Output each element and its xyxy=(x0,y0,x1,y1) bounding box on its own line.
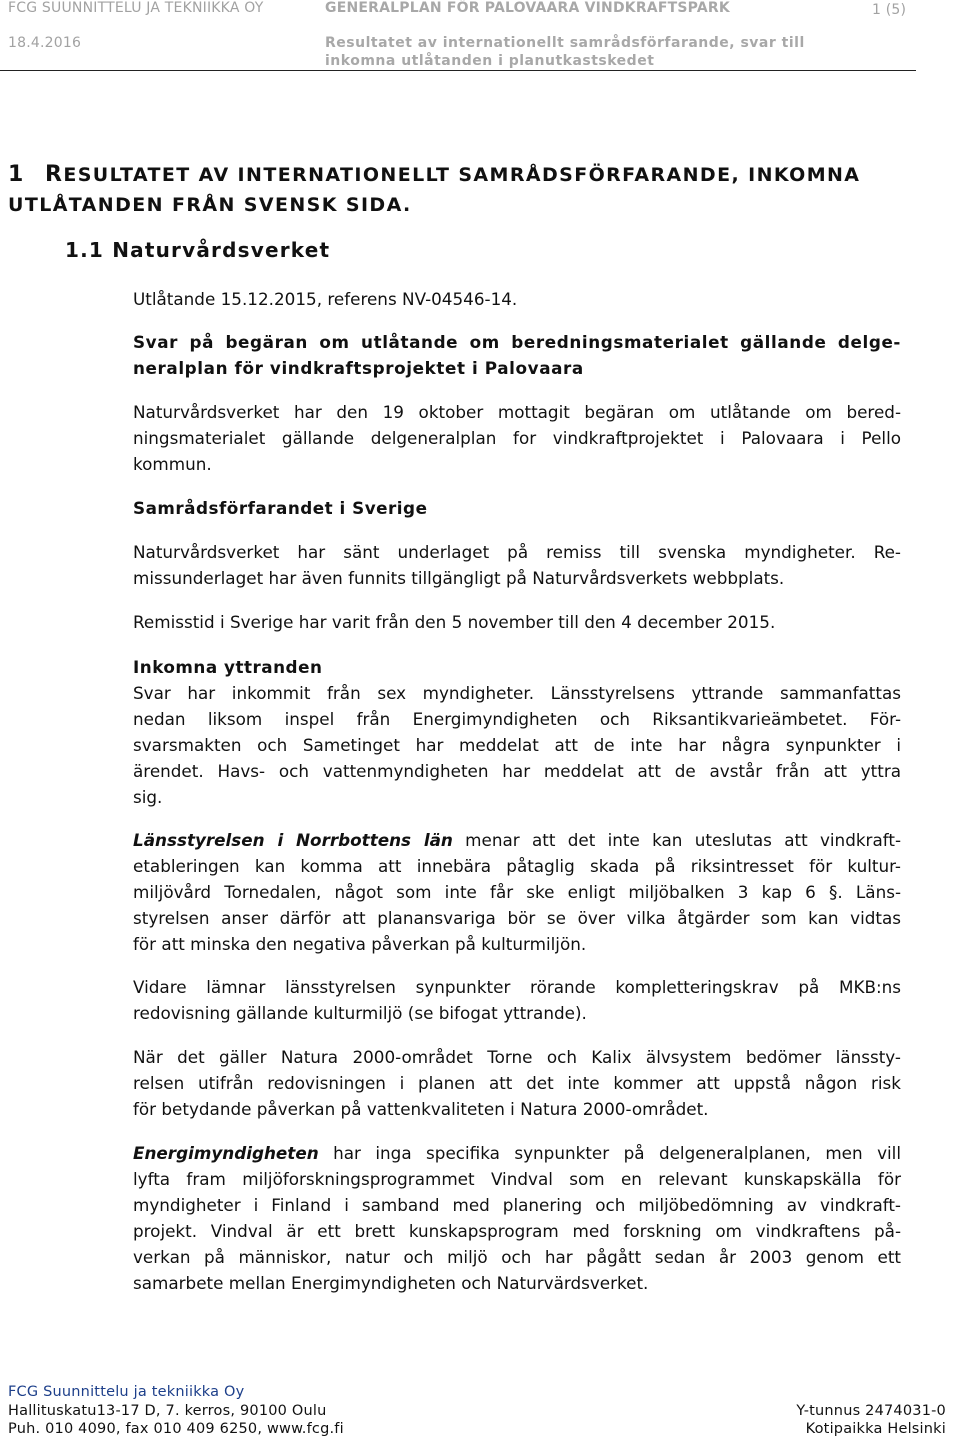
intro-paragraph xyxy=(133,399,901,477)
text-line: lyfta fram miljöforskningsprogrammet Vindval som en relevant kunskapskälla för xyxy=(133,1169,901,1189)
heading-1-first-letter: R xyxy=(45,162,64,187)
text-line: för betydande påverkan på vattenkvaliteten i Natura 2000-området. xyxy=(133,1099,709,1119)
text-run: har inga specifika synpunkter på delgeneralplanen, men vill xyxy=(318,1143,901,1163)
subject-line: Svar på begäran om utlåtande om beredningsmaterialet gällande delge- xyxy=(133,332,901,352)
text-line: myndigheter i Finland i samband med planering och miljöbedömning av vindkraft- xyxy=(133,1195,901,1215)
text-line: miljövård Tornedalen, något som inte får ske enligt miljöbalken 3 kap 6 §. Läns- xyxy=(133,882,901,902)
text-line: Vidare lämnar länsstyrelsen synpunkter rörande kompletteringskrav på MKB:ns xyxy=(133,977,901,997)
natura-paragraph xyxy=(133,1044,901,1122)
section-heading-responses: Inkomna yttranden xyxy=(133,657,323,677)
text-line: Naturvårdsverket har sänt underlaget på remiss till svenska myndigheter. Re- xyxy=(133,542,901,562)
heading-2: 1.1 Naturvårdsverket xyxy=(65,238,331,262)
text-line: redovisning gällande kulturmiljö (se bifogat yttrande). xyxy=(133,1003,587,1023)
header-page-number: 1 (5) xyxy=(872,2,907,18)
text-line xyxy=(133,827,901,853)
text-line: sig. xyxy=(133,787,163,807)
energimyndigheten-paragraph xyxy=(133,1140,901,1296)
text-run: menar att det inte kan uteslutas att vindkraft- xyxy=(452,830,901,850)
header-project-title: GENERALPLAN FÖR PALOVAARA VINDKRAFTSPARK xyxy=(325,0,730,16)
text-line: svarsmakten och Sametinget har meddelat att de inte har några synpunkter i xyxy=(133,735,901,755)
heading-1-line2: UTLÅTANDEN FRÅN SVENSK SIDA. xyxy=(8,194,412,216)
responses-paragraph xyxy=(133,680,901,810)
lansstyrelsen-paragraph xyxy=(133,827,901,957)
header-subtitle-line2: inkomna utlåtanden i planutkastskedet xyxy=(325,53,655,69)
text-line: projekt. Vindval är ett brett kunskapsprogram med forskning om vindkraftens på- xyxy=(133,1221,901,1241)
text-line: När det gäller Natura 2000-området Torne och Kalix älvsystem bedömer länssty- xyxy=(133,1047,901,1067)
text-line: Svar har inkommit från sex myndigheter. Länsstyrelsens yttrande sammanfattas xyxy=(133,683,901,703)
text-line: verkan på människor, natur och miljö och har pågått sedan år 2003 genom ett xyxy=(133,1247,901,1267)
text-line xyxy=(133,1140,901,1166)
text-line: missunderlaget har även funnits tillgängligt på Naturvårdsverkets webbplats. xyxy=(133,568,785,588)
text-line: ningsmaterialet gällande delgeneralplan for vindkraftprojektet i Palovaara i Pello xyxy=(133,428,901,448)
text-line: Naturvårdsverket har den 19 oktober mottagit begäran om utlåtande om bered- xyxy=(133,402,901,422)
footer-domicile: Kotipaikka Helsinki xyxy=(805,1421,946,1437)
heading-1-line1: ESULTATET AV INTERNATIONELLT SAMRÅDSFÖRFARANDE, INKOMNA xyxy=(63,164,861,186)
statement-reference: Utlåtande 15.12.2015, referens NV-04546-14. xyxy=(133,289,518,309)
text-line: för att minska den negativa påverkan på kulturmiljön. xyxy=(133,934,587,954)
text-line: etableringen kan komma att innebära påtaglig skada på riksintresset för kultur- xyxy=(133,856,901,876)
text-line: ärendet. Havs- och vattenmyndigheten har meddelat att de avstår från att yttra xyxy=(133,761,901,781)
heading-1-number: 1 xyxy=(8,162,25,187)
header-rule xyxy=(0,70,916,71)
mkb-paragraph xyxy=(133,974,901,1026)
subject-heading xyxy=(133,329,901,381)
footer-business-id: Y-tunnus 2474031-0 xyxy=(796,1403,946,1419)
sweden-paragraph-1 xyxy=(133,539,901,591)
subject-line: neralplan för vindkraftsprojektet i Palovaara xyxy=(133,358,584,378)
text-line: kommun. xyxy=(133,454,212,474)
header-company: FCG SUUNNITTELU JA TEKNIIKKA OY xyxy=(8,0,264,16)
footer-company: FCG Suunnittelu ja tekniikka Oy xyxy=(8,1384,245,1400)
section-heading-sweden: Samrådsförfarandet i Sverige xyxy=(133,498,428,518)
text-line: relsen utifrån redovisningen i planen att det inte kommer att uppstå någon risk xyxy=(133,1073,901,1093)
header-subtitle-line1: Resultatet av internationellt samrådsförfarande, svar till xyxy=(325,35,805,51)
agency-name-lansstyrelsen: Länsstyrelsen i Norrbottens län xyxy=(133,830,453,850)
text-line: styrelsen anser därför att planansvariga bör se över vilka åtgärder som kan vidtas xyxy=(133,908,901,928)
footer-contact: Puh. 010 4090, fax 010 409 6250, www.fcg.fi xyxy=(8,1421,344,1437)
header-date: 18.4.2016 xyxy=(8,35,82,51)
footer-address: Hallituskatu13-17 D, 7. kerros, 90100 Oulu xyxy=(8,1403,327,1419)
sweden-paragraph-2: Remisstid i Sverige har varit från den 5 november till den 4 december 2015. xyxy=(133,612,776,632)
heading-1 xyxy=(8,160,938,220)
text-line: samarbete mellan Energimyndigheten och Naturvärdsverket. xyxy=(133,1273,649,1293)
agency-name-energimyndigheten: Energimyndigheten xyxy=(133,1143,319,1163)
text-line: nedan liksom inspel från Energimyndigheten och Riksantikvarieämbetet. För- xyxy=(133,709,901,729)
